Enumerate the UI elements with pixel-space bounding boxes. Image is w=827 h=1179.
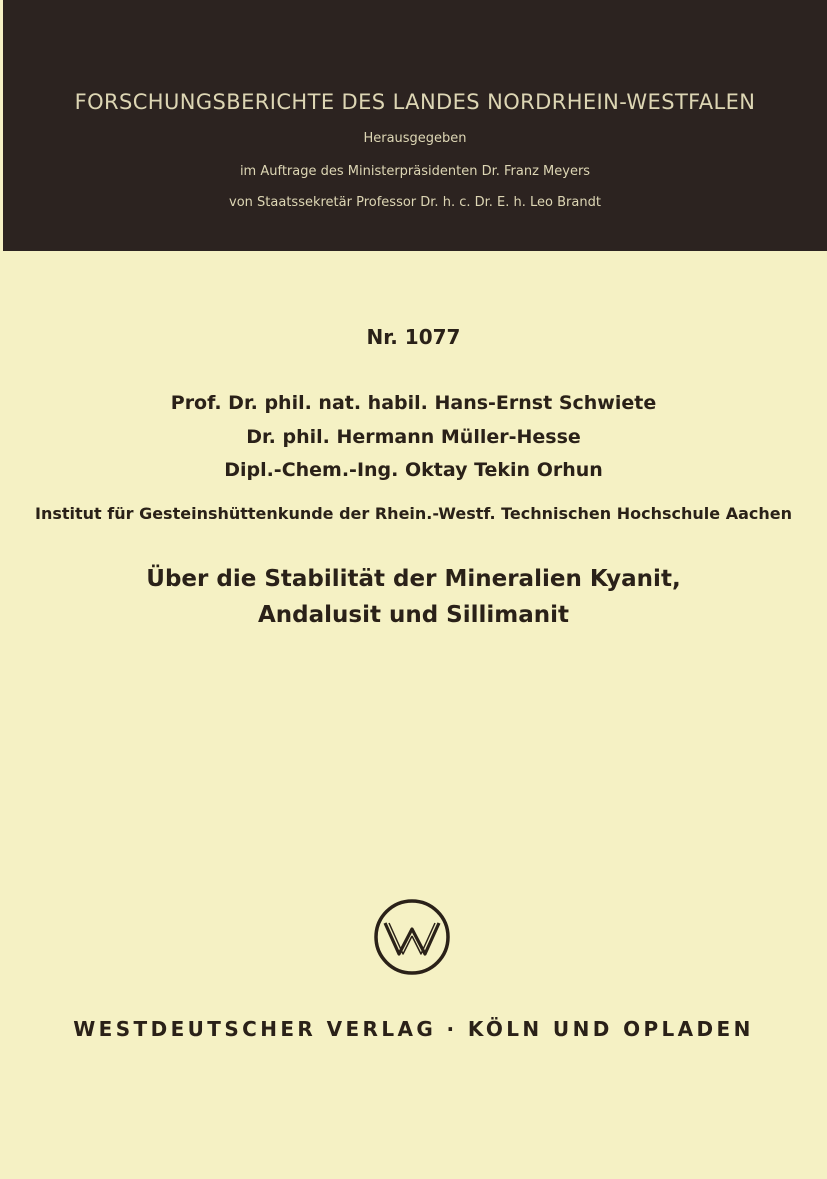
book-title-line-2: Andalusit und Sillimanit	[257, 602, 570, 628]
header-band	[3, 0, 827, 251]
report-number: Nr. 1077	[366, 325, 461, 349]
westdeutscher-verlag-logo-icon	[373, 898, 451, 976]
header-line-editor: von Staatssekretär Professor Dr. h. c. Dr. E. h. Leo Brandt	[229, 195, 601, 210]
author-1: Prof. Dr. phil. nat. habil. Hans-Ernst Schwiete	[170, 392, 657, 414]
author-2: Dr. phil. Hermann Müller-Hesse	[246, 426, 581, 448]
institute: Institut für Gesteinshüttenkunde der Rhein.-Westf. Technischen Hochschule Aachen	[35, 504, 792, 523]
book-title-line-1: Über die Stabilität der Mineralien Kyanit,	[146, 566, 681, 592]
header-line-commission: im Auftrage des Ministerpräsidenten Dr. Franz Meyers	[239, 164, 591, 179]
series-title: FORSCHUNGSBERICHTE DES LANDES NORDRHEIN-WESTFALEN	[74, 90, 756, 114]
header-line-published: Herausgegeben	[363, 131, 467, 146]
author-3: Dipl.-Chem.-Ing. Oktay Tekin Orhun	[224, 459, 603, 481]
publisher: WESTDEUTSCHER VERLAG · KÖLN UND OPLADEN	[73, 1017, 754, 1041]
